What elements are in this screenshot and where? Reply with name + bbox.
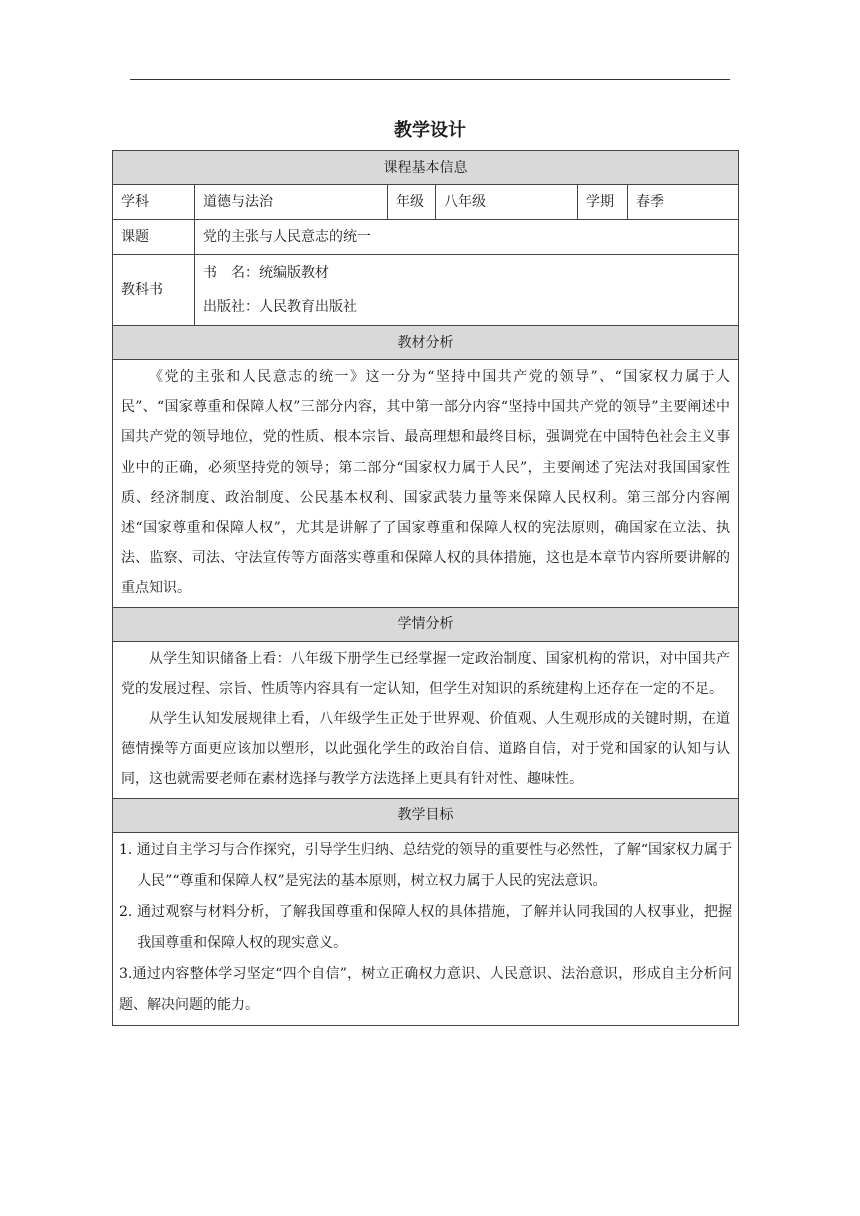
section-header-basic-info (113, 151, 739, 185)
grade-label: 年级 (388, 185, 436, 220)
topic-label: 课题 (113, 220, 195, 255)
lesson-design-table (112, 150, 739, 1026)
goal-item: 1. 通过自主学习与合作探究，引导学生归纳、总结党的领导的重要性与必然性，了解“国家权力属于人民”“尊重和保障人权”是宪法的基本原则，树立权力属于人民的宪法意识。 (119, 841, 733, 889)
table-row-topic (113, 220, 739, 255)
table-row-material-analysis (113, 360, 739, 608)
material-analysis-text: 《党的主张和人民意志的统一》这一分为“坚持中国共产党的领导”、“国家权力属于人民”、“国家尊重和保障人权”三部分内容，其中第一部分内容“坚持中国共产党的领导”主要阐述中国共产党的领导地位，党的性质、根本宗旨、最高理想和最终目标，强调党在中国特色社会主义事业中的正确，必须坚持党的领导；第二部分“国家权力属于人民”，主要阐述了宪法对我国国家性质、经济制度、政治制度、公民基本权利、国家武装力量等来保障人民权利。第三部分内容阐述“国家尊重和保障人权”，尤其是讲解了了国家尊重和保障人权的宪法原则，确国家在立法、执法、监察、司法、守法宣传等方面落实尊重和保障人权的具体措施，这也是本章节内容所要讲解的重点知识。 (121, 369, 731, 597)
document-title: 教学设计 (394, 120, 466, 141)
term-value: 春季 (628, 185, 739, 220)
topic-value: 党的主张与人民意志的统一 (195, 220, 739, 255)
goal-item: 3.通过内容整体学习坚定“四个自信”，树立正确权力意识、人民意识、法治意识，形成自主分析问题、解决问题的能力。 (119, 965, 733, 1013)
textbook-name: 书 名：统编版教材 (203, 265, 329, 281)
section-title: 课程基本信息 (113, 151, 739, 185)
goal-item: 2. 通过观察与材料分析，了解我国尊重和保障人权的具体措施，了解并认同我国的人权事业，把握我国尊重和保障人权的现实意义。 (119, 903, 733, 951)
textbook-label: 教科书 (121, 282, 163, 298)
table-row-teaching-goals (113, 832, 739, 1025)
subject-value: 道德与法治 (195, 185, 388, 220)
section-title: 教学目标 (113, 798, 739, 832)
student-analysis-paragraph: 从学生认知发展规律上看，八年级学生正处于世界观、价值观、人生观形成的关键时期，在道德情操等方面更应该加以塑形，以此强化学生的政治自信、道路自信，对于党和国家的认知与认同，这也就需要老师在素材选择与教学方法选择上更具有针对性、趣味性。 (121, 711, 731, 788)
section-header-student-analysis (113, 607, 739, 641)
term-label: 学期 (578, 185, 628, 220)
textbook-publisher: 出版社：人民教育出版社 (203, 299, 357, 315)
student-analysis-paragraph: 从学生知识储备上看：八年级下册学生已经掌握一定政治制度、国家机构的常识，对中国共产党的发展过程、宗旨、性质等内容具有一定认知，但学生对知识的系统建构上还存在一定的不足。 (121, 650, 731, 697)
header-rule (130, 79, 730, 80)
table-row-student-analysis (113, 641, 739, 798)
section-header-teaching-goals (113, 798, 739, 832)
section-header-material-analysis (113, 326, 739, 360)
section-title: 教材分析 (113, 326, 739, 360)
grade-value: 八年级 (436, 185, 578, 220)
table-row-textbook (113, 255, 739, 326)
table-row-subject-grade-term (113, 185, 739, 220)
section-title: 学情分析 (113, 607, 739, 641)
subject-label: 学科 (113, 185, 195, 220)
